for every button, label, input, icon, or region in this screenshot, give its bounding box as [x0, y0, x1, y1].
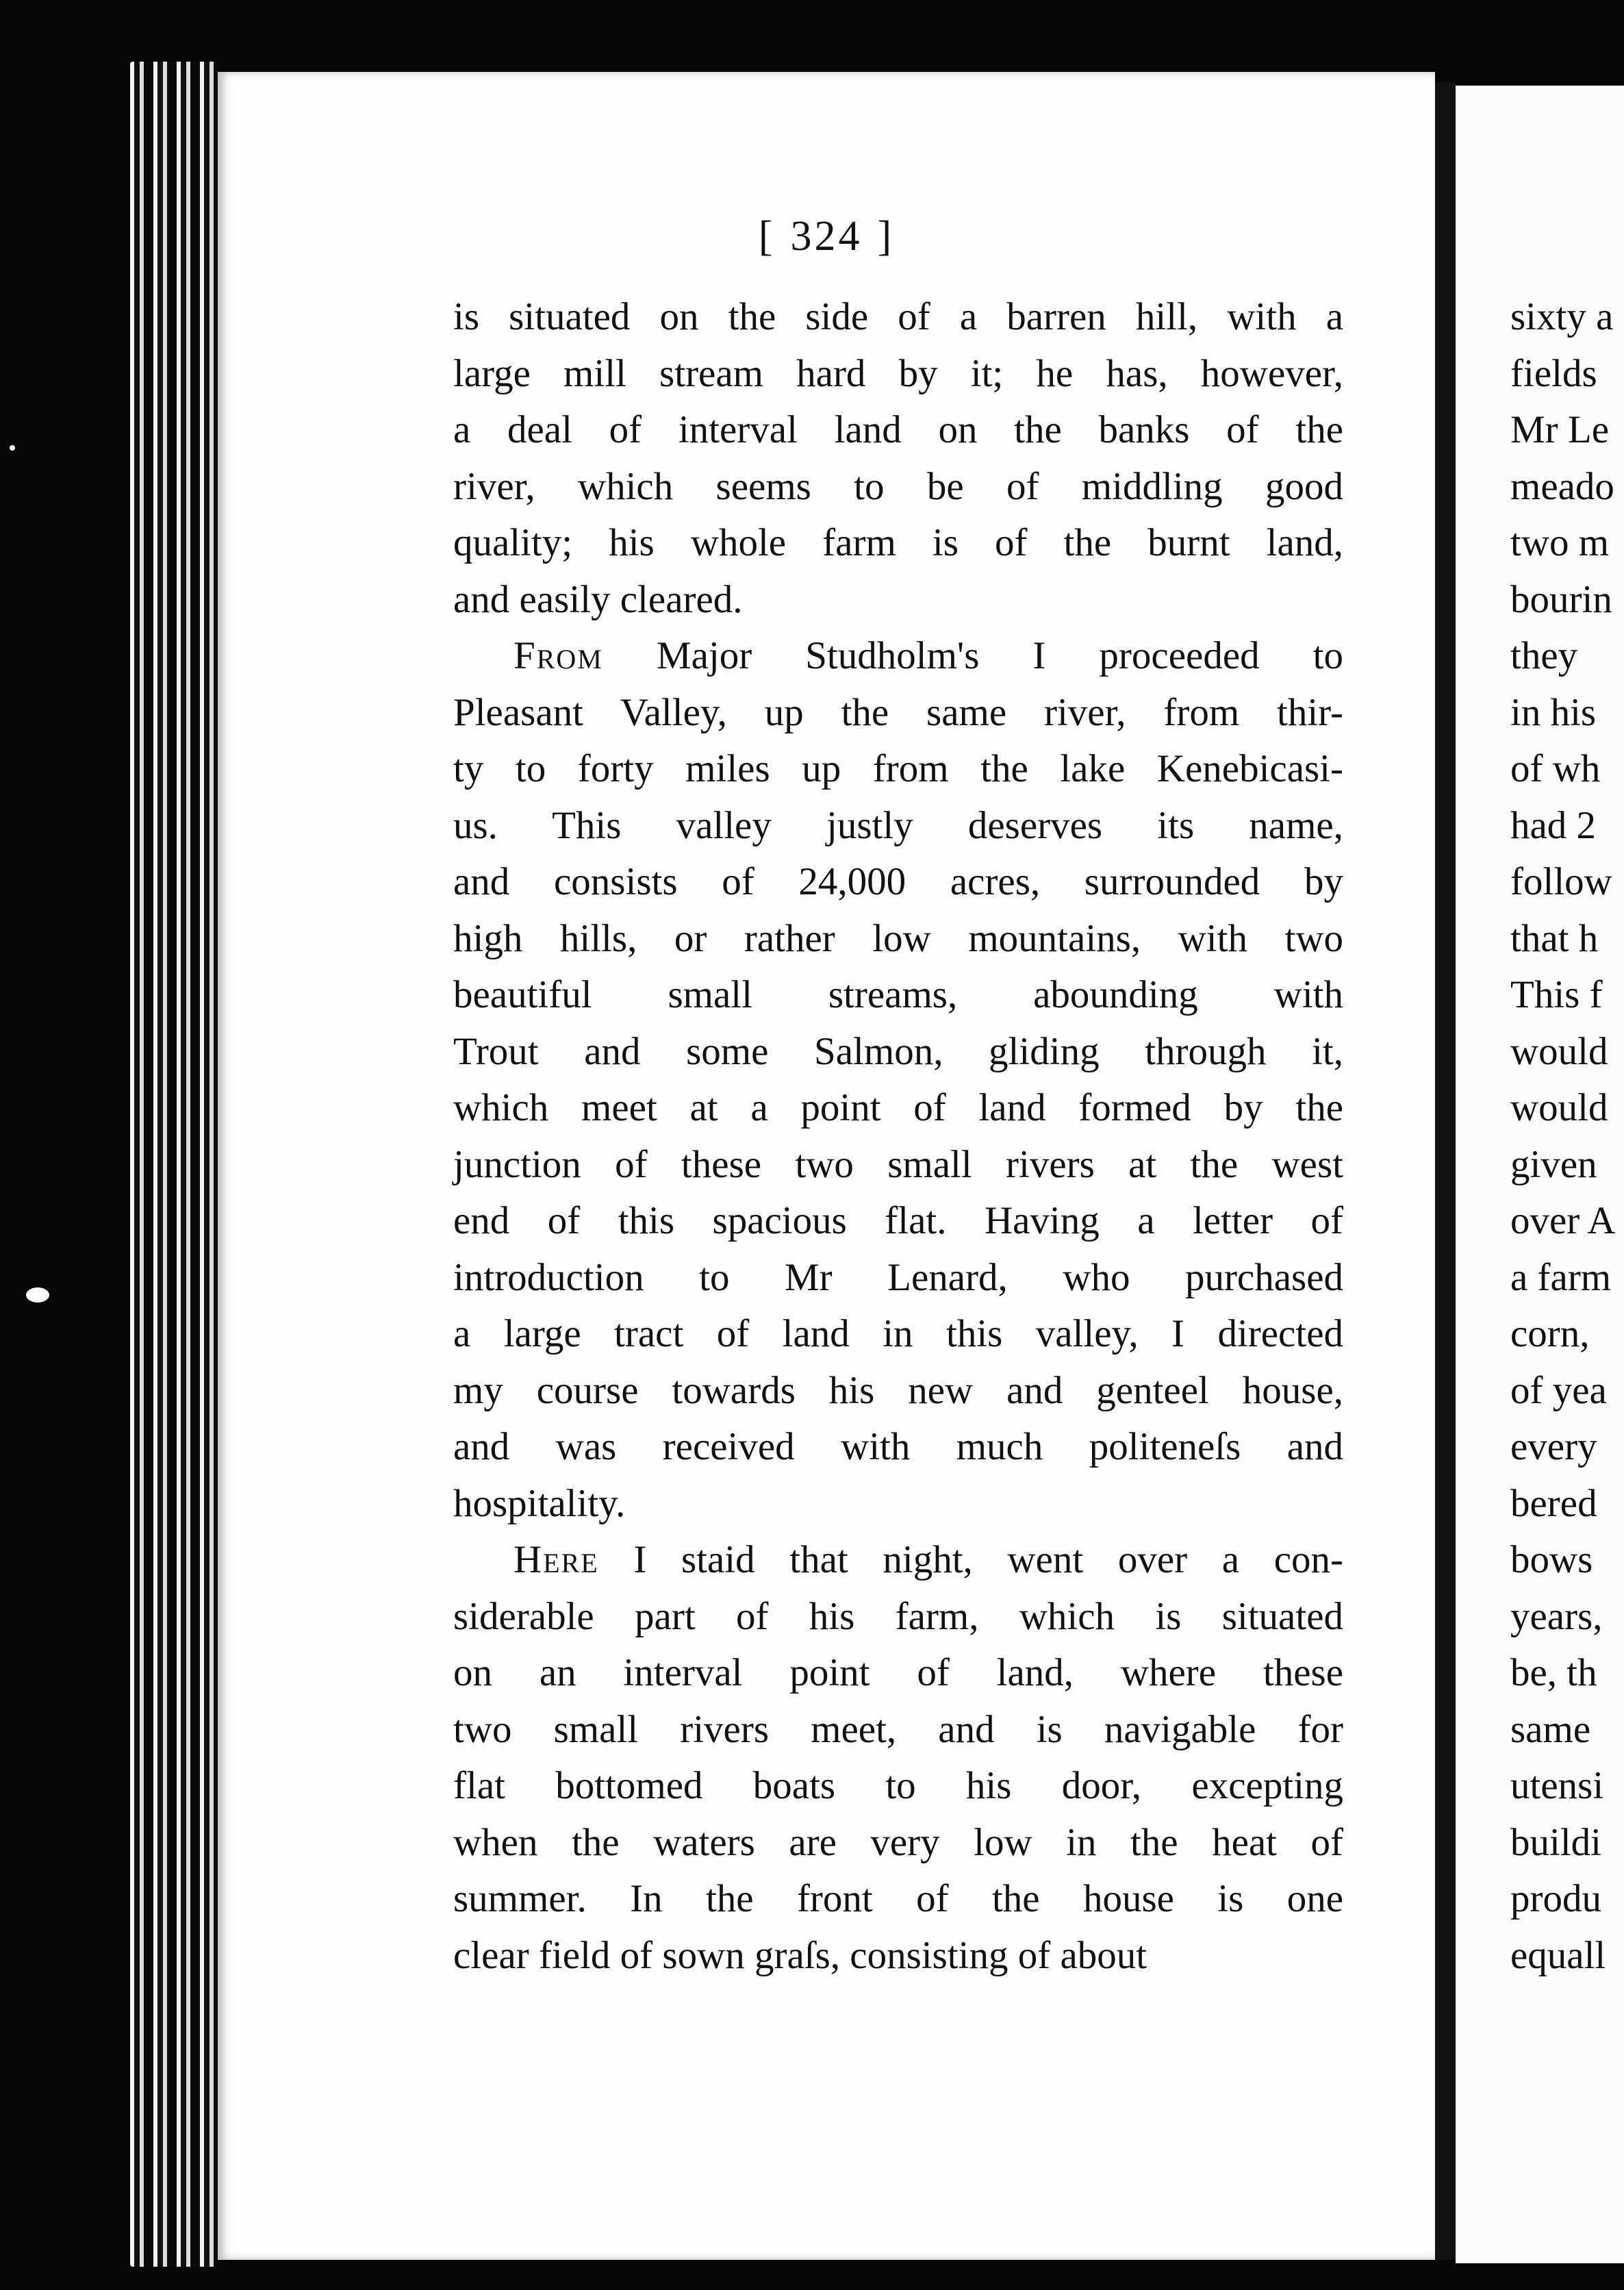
text-line [453, 1871, 1343, 1928]
page-header [218, 212, 1435, 261]
text-line [453, 798, 1343, 855]
text-line [453, 1532, 1343, 1589]
line-text: quality; his whole farm is of the burnt land, [453, 521, 1343, 564]
line-text: large mill stream hard by it; he has, however, [453, 351, 1343, 395]
text-line [453, 572, 1343, 629]
text-line [453, 685, 1343, 742]
line-text: and was received with much politeneſs and [453, 1425, 1343, 1468]
right-page-line-fragment: over A [1510, 1199, 1616, 1242]
text-line [453, 1589, 1343, 1646]
line-text: when the waters are very low in the heat of [453, 1820, 1343, 1864]
line-text: Major Studholm's I proceeded to [602, 634, 1343, 677]
right-page-line-fragment: bourin [1510, 577, 1612, 621]
line-text: a large tract of land in this valley, I directed [453, 1312, 1343, 1355]
line-text: Trout and some Salmon, gliding through it, [453, 1029, 1343, 1073]
line-text: a deal of interval land on the banks of the [453, 408, 1343, 451]
text-line [453, 1024, 1343, 1081]
right-page-text [1510, 289, 1624, 1984]
line-text: flat bottomed boats to his door, excepting [453, 1764, 1343, 1807]
line-text: summer. In the front of the house is one [453, 1877, 1343, 1920]
text-line [453, 346, 1343, 403]
text-line [453, 911, 1343, 968]
line-text: river, which seems to be of middling good [453, 464, 1343, 508]
line-text: my course towards his new and genteel house, [453, 1368, 1343, 1412]
right-page-line-fragment: of yea [1510, 1368, 1607, 1412]
right-page-line-fragment: a farm [1510, 1255, 1612, 1299]
text-line [453, 289, 1343, 346]
page-number: 324 [790, 213, 863, 260]
right-page-line-fragment: had 2 [1510, 803, 1597, 847]
text-line [453, 515, 1343, 572]
text-line [453, 1306, 1343, 1363]
book-gutter [1435, 82, 1456, 2260]
line-text: hospitality. [453, 1481, 626, 1525]
right-page-line-fragment: corn, [1510, 1312, 1590, 1355]
text-line [453, 1758, 1343, 1815]
right-page-line-fragment: equall [1510, 1933, 1606, 1977]
text-line [453, 1363, 1343, 1420]
right-page-line-fragment: in his [1510, 690, 1597, 734]
line-text: Pleasant Valley, up the same river, from thir- [453, 690, 1343, 734]
right-page-line-fragment: produ [1510, 1877, 1601, 1920]
right-page-line-fragment: every [1510, 1425, 1597, 1468]
header-close-bracket: ] [877, 213, 895, 260]
right-page-line-fragment: This f [1510, 973, 1603, 1016]
line-text: I staid that night, went over a con- [598, 1538, 1343, 1581]
line-text: junction of these two small rivers at the west [453, 1142, 1343, 1186]
line-text: end of this spacious flat. Having a letter of [453, 1199, 1343, 1242]
header-open-bracket: [ [758, 213, 776, 260]
line-text: beautiful small streams, abounding with [453, 973, 1343, 1016]
line-text: is situated on the side of a barren hill, with a [453, 295, 1343, 338]
right-page-line-fragment: that h [1510, 916, 1599, 960]
right-page-line-fragment: buildi [1510, 1820, 1602, 1864]
right-page-line-fragment: bows [1510, 1538, 1593, 1581]
text-line [453, 1928, 1343, 1985]
scan-speck [10, 445, 15, 451]
right-page-line-fragment: of wh [1510, 747, 1601, 790]
line-text: and easily cleared. [453, 577, 743, 621]
right-page-line-fragment: would [1510, 1029, 1608, 1073]
text-line [453, 1250, 1343, 1307]
right-page-line-fragment: fields [1510, 351, 1597, 395]
text-line [453, 1193, 1343, 1250]
right-page-line-fragment: bered [1510, 1481, 1597, 1525]
line-text: high hills, or rather low mountains, with two [453, 916, 1343, 960]
scan-speck [26, 1287, 49, 1303]
right-page-line-fragment: years, [1510, 1594, 1603, 1638]
text-line [453, 1815, 1343, 1872]
right-page-line-fragment: they [1510, 634, 1578, 677]
line-text: introduction to Mr Lenard, who purchased [453, 1255, 1343, 1299]
right-page-line-fragment: follow [1510, 860, 1612, 903]
text-line [453, 1419, 1343, 1476]
text-line [453, 1080, 1343, 1137]
right-page-line-fragment: would [1510, 1086, 1608, 1129]
text-line [453, 1137, 1343, 1194]
text-line [453, 967, 1343, 1024]
right-page-line-fragment: given [1510, 1142, 1597, 1186]
left-page-text [453, 289, 1343, 1984]
text-line [453, 1476, 1343, 1533]
text-line [453, 1702, 1343, 1759]
paragraph-opening-smallcaps: Here [513, 1538, 599, 1581]
right-page-line-fragment: same [1510, 1707, 1591, 1751]
text-line [453, 628, 1343, 685]
right-page-line-fragment: sixty a [1510, 295, 1614, 338]
text-line [453, 741, 1343, 798]
paragraph-opening-smallcaps: From [513, 634, 603, 677]
line-text: siderable part of his farm, which is situated [453, 1594, 1343, 1638]
line-text: which meet at a point of land formed by the [453, 1086, 1343, 1129]
book-edge-binding [130, 62, 219, 2267]
text-line [453, 402, 1343, 459]
right-page-line-fragment: two m [1510, 521, 1610, 564]
right-page-line-fragment: Mr Le [1510, 408, 1610, 451]
text-line [453, 1645, 1343, 1702]
line-text: on an interval point of land, where these [453, 1651, 1343, 1694]
right-page-line-fragment: meado [1510, 464, 1614, 508]
text-line [453, 459, 1343, 516]
right-page-line-fragment: utensi [1510, 1764, 1604, 1807]
line-text: ty to forty miles up from the lake Kenebicasi- [453, 747, 1343, 790]
line-text: clear field of sown graſs, consisting of about [453, 1933, 1147, 1977]
line-text: two small rivers meet, and is navigable for [453, 1707, 1343, 1751]
right-page-line-fragment: be, th [1510, 1651, 1597, 1694]
line-text: and consists of 24,000 acres, surrounded by [453, 860, 1343, 903]
line-text: us. This valley justly deserves its name, [453, 803, 1343, 847]
text-line [453, 854, 1343, 911]
